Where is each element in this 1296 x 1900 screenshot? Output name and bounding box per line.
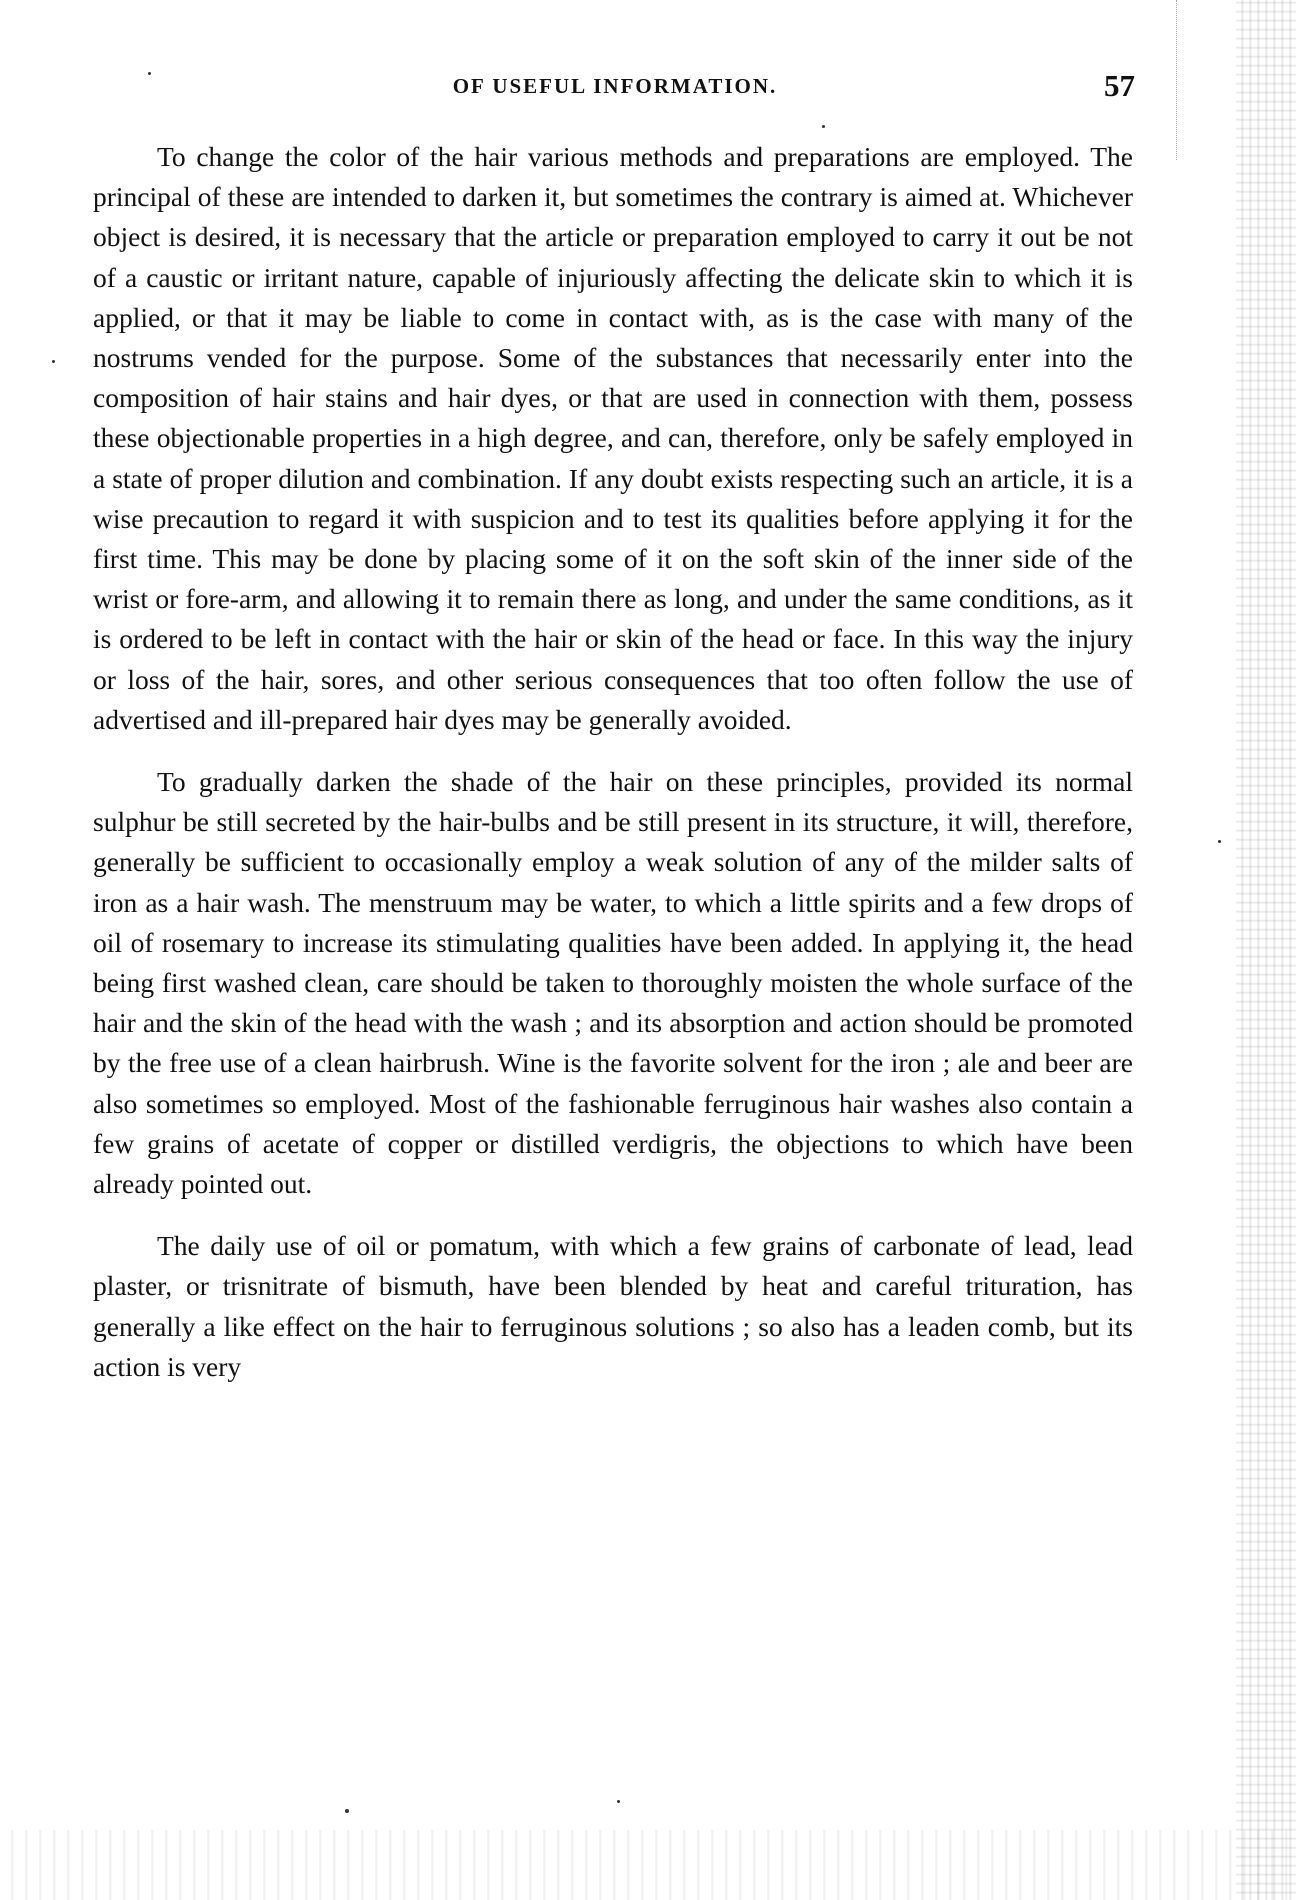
ink-speck: [345, 1809, 349, 1813]
ink-speck: [148, 72, 151, 75]
paragraph-darken-hair-iron-wash: To gradually darken the shade of the hair on these principles, provided its normal sulphur be still secreted by the hair-bulbs and be still present in its structure, it will, therefore, generally be sufficient to occasionally employ a weak solution of any of the milder salts of iron as a hair wash. The menstruum may be water, to which a little spirits and a few drops of oil of rosemary to increase its stimulating qualities have been added. In applying it, the head being first washed clean, care should be taken to thoroughly moisten the whole surface of the hair and the skin of the head with the wash ; and its absorption and action should be promoted by the free use of a clean hairbrush. Wine is the favorite solvent for the iron ; ale and beer are also sometimes so employed. Most of the fashionable ferruginous hair washes also contain a few grains of acetate of copper or distilled verdigris, the objections to which have been already pointed out.: [93, 766, 1133, 1200]
paragraph-hair-color-methods: To change the color of the hair various methods and preparations are employed. The principal of these are intended to darken it, but sometimes the contrary is aimed at. Whichever object is desired, it is necessary that the article or preparation employed to carry it out be not of a caustic or irritant nature, capable of injuriously affecting the delicate skin to which it is applied, or that it may be liable to come in contact with, as is the case with many of the nostrums vended for the purpose. Some of the substances that necessarily enter into the composition of hair stains and hair dyes, or that are used in connection with them, possess these objectionable properties in a high degree, and can, therefore, only be safely employed in a state of proper dilution and combination. If any doubt exists respecting such an article, it is a wise precaution to regard it with suspicion and to test its qualities before applying it for the first time. This may be done by placing some of it on the soft skin of the inner side of the wrist or fore-arm, and allowing it to remain there as long, and under the same conditions, as it is ordered to be left in contact with the hair or skin of the head or face. In this way the injury or loss of the hair, sores, and other serious consequences that too often follow the use of advertised and ill-prepared hair dyes may be generally avoided.: [93, 141, 1133, 735]
running-title: OF USEFUL INFORMATION.: [452, 74, 778, 98]
ink-speck: [1218, 840, 1221, 843]
ink-speck: [52, 360, 55, 363]
scan-bottom-noise: [0, 1830, 1296, 1900]
body-text: [93, 137, 1133, 1387]
scan-edge-line: [1176, 0, 1178, 160]
page-number: 57: [1104, 68, 1135, 103]
page-header: [95, 68, 1135, 108]
ink-speck: [617, 1800, 620, 1803]
paragraph-oil-pomatum-lead: The daily use of oil or pomatum, with which a few grains of carbonate of lead, lead plaster, or trisnitrate of bismuth, have been blended by heat and careful trituration, has generally a like effect on the hair to ferruginous solutions ; so also has a leaden comb, but its action is very: [93, 1230, 1133, 1382]
scan-edge-noise: [1236, 0, 1296, 1900]
ink-speck: [822, 125, 825, 128]
